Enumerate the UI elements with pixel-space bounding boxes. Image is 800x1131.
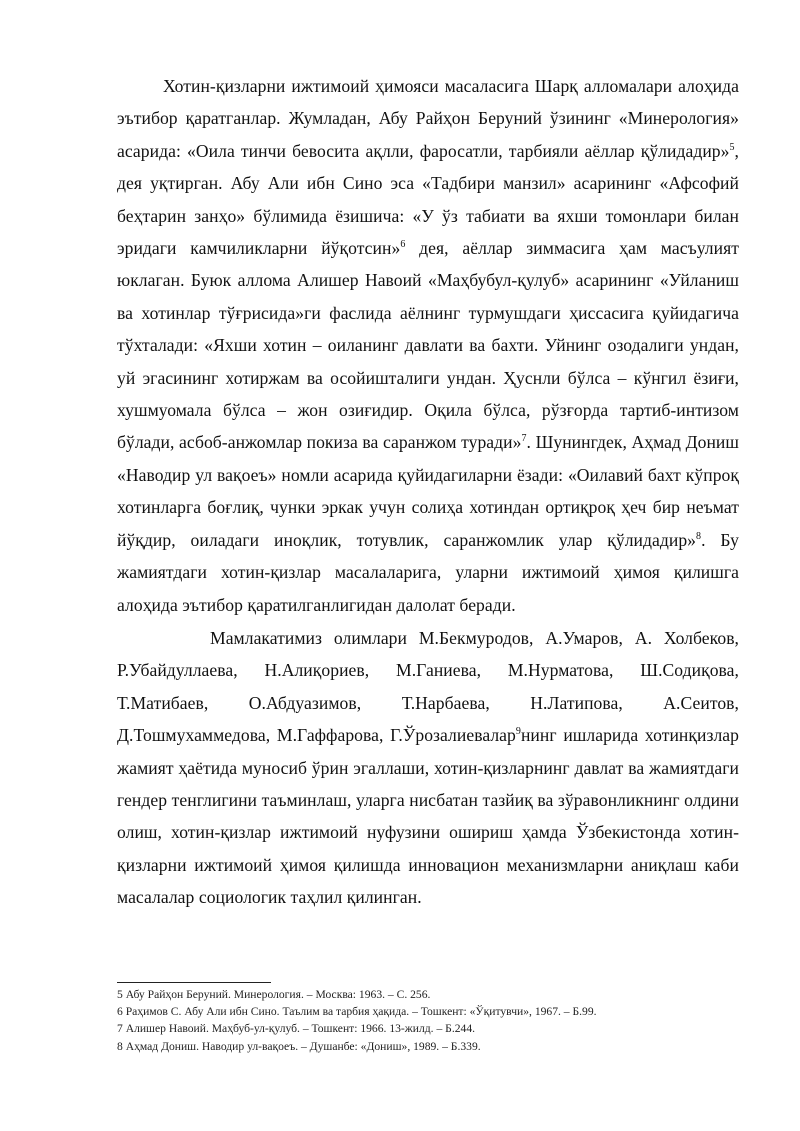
paragraph-text: Хотин-қизларни ижтимоий ҳимояси масаласига Шарқ алломалари алоҳида эътибор қаратганлар. Жумладан, Абу Райҳон Беруний ўзининг «Минерология» асарида: «Оила тинчи бевосита ақлли, фаросатли, тарбияли аёллар қўлидадир» (117, 76, 739, 161)
paragraph-text: . Бу жамиятдаги хотин-қизлар масалаларига, уларни ижтимоий ҳимоя қилишга алоҳида эътибор қаратилганлигидан далолат беради. (117, 529, 739, 615)
footnote-8: 8 Аҳмад Дониш. Наводир ул-вақоеъ. – Душанбе: «Дониш», 1989. – Б.339. (117, 1039, 481, 1053)
footnote-ref-9[interactable]: 9 (515, 726, 521, 738)
paragraph-text: . Шунингдек, Аҳмад Дониш «Наводир ул вақоеъ» номли асарида қуйидагиларни ёзади: «Оилавий бахт кўпроқ хотинларга боғлиқ, чунки эркак учун солиҳа хотиндан ортиқроқ ҳеч бир неъмат йўқдир, оиладаги иноқлик, тотувлик, саранжомлик улар қўлидадир» (117, 432, 739, 550)
paragraph-text: , дея уқтирган. Абу Али ибн Сино эса «Тадбири манзил» асарининг «Афсофий беҳтарин занҳо» бўлимида ёзишича: «У ўз табиати ва яхши томонлари билан эридаги камчиликларни йўқотсин» (117, 140, 739, 259)
paragraph-historical-scholars (117, 70, 739, 621)
footnote-6: 6 Раҳимов С. Абу Али ибн Сино. Таълим ва тарбия ҳақида. – Тошкент: «Ўқитувчи», 1967. – Б.99. (117, 1005, 597, 1019)
paragraph-modern-scholars (117, 622, 739, 914)
footnotes (117, 986, 757, 1055)
paragraph-text: нинг ишларида хотинқизлар жамият ҳаётида муносиб ўрин эгаллаши, хотин-қизларнинг давлат ва жамиятдаги гендер тенглигини таъминлаш, уларга нисбатан тазйиқ ва зўравонликнинг олдини олиш, хотин-қизлар ижтимоий нуфузини ошириш ҳамда Ўзбекистонда хотин-қизларни ижтимоий ҳимоя қилишда инновацион механизмларни аниқлаш каби масалалар социологик таҳлил қилинган. (117, 725, 739, 908)
footnote-5: 5 Абу Райҳон Беруний. Минерология. – Москва: 1963. – С. 256. (117, 988, 431, 1001)
footnote-separator (117, 982, 271, 983)
footnote-ref-5[interactable]: 5 (729, 141, 735, 153)
footnote-7: 7 Алишер Навоий. Маҳбуб-ул-қулуб. – Тошкент: 1966. 13-жилд. – Б.244. (117, 1022, 476, 1036)
paragraph-text: Мамлакатимиз олимлари М.Бекмуродов, А.Умаров, А. Холбеков, Р.Убайдуллаева, Н.Алиқориев, М.Ганиева, М.Нурматова, Ш.Содиқова, Т.Матибаев, О.Абдуазимов, Т.Нарбаева, Н.Латипова, А.Сеитов, Д.Тошмухаммедова, М.Гаффарова, Г.Ўрозалиевалар (117, 627, 739, 746)
body-text (117, 70, 739, 914)
footnote-ref-8[interactable]: 8 (696, 530, 702, 542)
paragraph-text: дея, аёллар зиммасига ҳам масъулият юклаган. Буюк аллома Алишер Навоий «Маҳбубул-қулуб» асарининг «Уйланиш ва хотинлар тўғрисида»ги фаслида аёлнинг турмушдаги ҳиссасига қуйидагича тўхталади: «Яхши хотин – оиланинг давлати ва бахти. Уйнинг озодалиги ундан, уй эгасининг хотиржам ва осойишталиги ундан. Ҳуснли бўлса – кўнгил ёзиғи, хушмуомала бўлса – жон озиғидир. Оқила бўлса, рўзғорда тартиб-интизом бўлади, асбоб-анжомлар покиза ва саранжом туради» (117, 238, 739, 453)
footnote-ref-7[interactable]: 7 (521, 433, 527, 445)
footnote-ref-6[interactable]: 6 (400, 239, 406, 251)
